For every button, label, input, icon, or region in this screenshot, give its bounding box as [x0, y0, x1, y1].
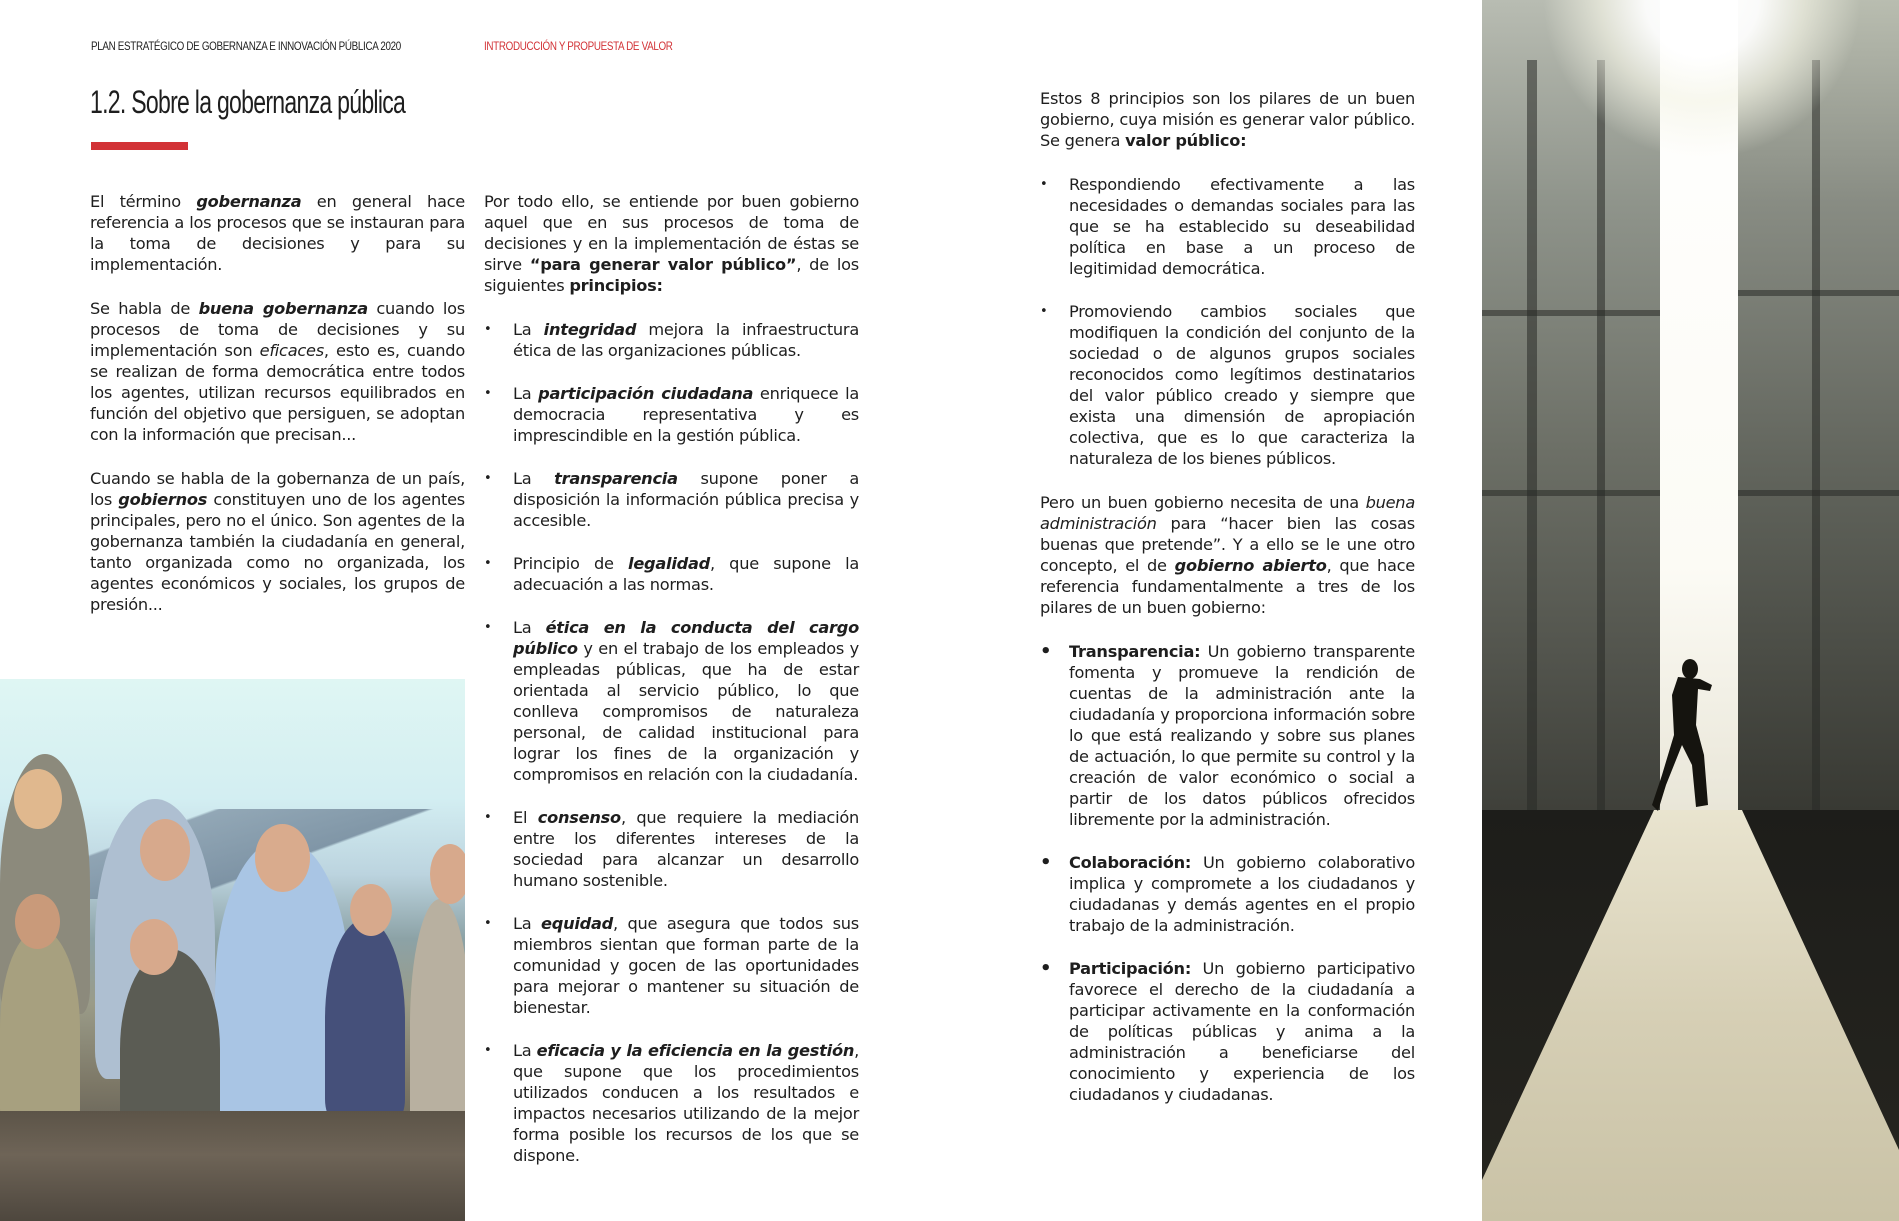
door-strut — [1738, 290, 1899, 296]
text: Estos 8 principios son los pilares de un buen gobierno, cuya misión es generar valor público. Se genera — [1040, 89, 1415, 150]
text: La — [513, 1041, 537, 1060]
list-item — [484, 617, 859, 785]
list-item — [484, 468, 859, 531]
hangar-door-photo — [1482, 0, 1899, 1221]
emphasis: consenso — [537, 808, 621, 827]
text: enriquece la democracia representativa y es imprescindible en la gestión pública. — [513, 384, 859, 445]
emphasis: buena administración — [1040, 493, 1415, 533]
list-item — [484, 1040, 859, 1166]
text: La — [513, 914, 542, 933]
list-item — [484, 383, 859, 446]
text: La — [513, 618, 546, 637]
running-header-chapter: INTRODUCCIÓN Y PROPUESTA DE VALOR — [484, 39, 673, 53]
pillar-label: Colaboración: — [1069, 853, 1192, 872]
emphasis: eficaces — [259, 341, 324, 360]
list-item: • Respondiendo efectivamente a las necesidades o demandas sociales para las que se ha establecido su deseabilidad política en base a un proceso de legitimidad democrática. — [1040, 174, 1415, 279]
principles-list — [484, 319, 859, 1166]
text: La — [513, 384, 539, 403]
person-head — [140, 819, 190, 881]
person-shape — [325, 919, 405, 1119]
strong: “para generar valor público” — [529, 255, 797, 274]
text: Se habla de — [90, 299, 199, 318]
pillar-label: Transparencia: — [1069, 642, 1201, 661]
strong: valor público: — [1125, 131, 1247, 150]
text: y en el trabajo de los empleados y empleadas públicas, que ha de estar orientada al servicio público, lo que conlleva compromisos de naturaleza personal, de calidad institucional para lograr los fines de la organización y compromisos en relación con la ciudadanía. — [513, 639, 859, 784]
door-strut — [1738, 490, 1899, 496]
person-shape — [0, 929, 80, 1129]
title-accent-bar — [91, 142, 188, 150]
paragraph-buena-gobernanza — [90, 298, 465, 445]
text: Por todo ello, se entiende por buen gobierno aquel que en sus procesos de toma de decisiones y en la implementación de éstas se sirve — [484, 192, 859, 274]
text: El término — [90, 192, 197, 211]
person-head — [130, 919, 178, 975]
text: constituyen uno de los agentes principales, pero no el único. Son agentes de la gobernanza también la ciudadanía en general, tanto organizada como no organizada, los agentes económicos y sociales, los grupos de presión... — [90, 490, 465, 614]
pillar-participacion — [1040, 958, 1415, 1105]
text: , que hace referencia fundamentalmente a tres de los pilares de un buen gobierno: — [1040, 556, 1416, 617]
door-strut — [1482, 490, 1660, 496]
list-item — [484, 807, 859, 891]
list-item — [484, 319, 859, 361]
family-group-photo — [0, 679, 465, 1221]
paragraph-gobiernos — [90, 468, 465, 615]
person-head — [430, 844, 465, 904]
text: supone poner a disposición la información pública precisa y accesible. — [513, 469, 859, 530]
emphasis: buena gobernanza — [198, 299, 368, 318]
pillar-transparencia — [1040, 641, 1415, 830]
section-title: 1.2. Sobre la gobernanza pública — [90, 84, 406, 120]
person-head — [14, 769, 62, 829]
person-head — [255, 824, 310, 892]
list-item: • Promoviendo cambios sociales que modifiquen la condición del conjunto de la sociedad o de algunos grupos sociales reconocidos como legítimos destinatarios del valor público creado y siempre que exista una dimensión de apropiación colectiva, que es lo que caracteriza la naturaleza de los bienes públicos. — [1040, 301, 1415, 469]
open-government-pillars-list — [1040, 641, 1415, 1105]
strong: principios: — [569, 276, 663, 295]
door-strut — [1482, 310, 1660, 316]
text: , que supone la adecuación a las normas. — [513, 554, 859, 594]
column-3 — [1040, 88, 1415, 1128]
text: Cuando se habla de la gobernanza de un país, los — [90, 469, 465, 509]
door-strut — [1812, 60, 1820, 810]
text: Pero un buen gobierno necesita de una — [1040, 493, 1366, 512]
person-head — [350, 884, 392, 936]
text: , de los siguientes — [484, 255, 859, 295]
emphasis: equidad — [541, 914, 614, 933]
column-1 — [90, 191, 465, 638]
emphasis: transparencia — [554, 469, 678, 488]
text: La — [513, 320, 544, 339]
emphasis: legalidad — [628, 554, 710, 573]
person-head — [15, 894, 60, 949]
text: La — [513, 469, 555, 488]
text: , que requiere la mediación entre los diferentes intereses de la sociedad para alcanzar un desarrollo humano sostenible. — [513, 808, 859, 890]
list-item — [484, 553, 859, 595]
text: para “hacer bien las cosas buenas que pretende”. Y a ello se le une otro concepto, el de — [1040, 514, 1415, 575]
emphasis: ética en la conducta del cargo público — [513, 618, 860, 658]
emphasis: integridad — [543, 320, 637, 339]
emphasis: gobernanza — [196, 192, 302, 211]
text: mejora la infraestructura ética de las organizaciones públicas. — [513, 320, 859, 360]
list-item — [484, 913, 859, 1018]
column-2 — [484, 191, 859, 1189]
paragraph-buen-gobierno — [484, 191, 859, 296]
paragraph-gobierno-abierto — [1040, 492, 1415, 618]
text: , que asegura que todos sus miembros sientan que forman parte de la comunidad y gocen de las oportunidades para mejorar o mantener su situación de bienestar. — [513, 914, 859, 1017]
text: El — [513, 808, 538, 827]
emphasis: gobiernos — [118, 490, 208, 509]
text: Un gobierno transparente fomenta y promueve la rendición de cuentas de la administración ante la ciudadanía y proporciona información sobre lo que está realizando y sobre sus planes de actuación, lo que permite su control y la creación de valor económico o social a partir de los datos públicos ofrecidos libremente por la administración. — [1069, 642, 1415, 829]
text: , esto es, cuando se realizan de forma democrática entre todos los agentes, utilizan recursos equilibrados en función del objetivo que persiguen, se adoptan con la información que precisan... — [90, 341, 465, 444]
public-value-list — [1040, 174, 1415, 469]
door-strut — [1597, 60, 1605, 810]
text: Un gobierno colaborativo implica y compromete a los ciudadanos y ciudadanas y demás agentes en el propio trabajo de la administración. — [1069, 853, 1415, 935]
paragraph-gobernanza — [90, 191, 465, 275]
text: Principio de — [513, 554, 629, 573]
pillar-colaboracion — [1040, 852, 1415, 936]
text: cuando los procesos de toma de decisiones y su implementación son — [90, 299, 465, 360]
text: Un gobierno participativo favorece el derecho de la ciudadanía a participar activamente en la conformación de políticas públicas y anima a la administración a beneficiarse del conocimiento y experiencia de los ciudadanos y ciudadanas. — [1069, 959, 1415, 1104]
log-shape — [0, 1111, 465, 1221]
running-header-document-title: PLAN ESTRATÉGICO DE GOBERNANZA E INNOVACIÓN PÚBLICA 2020 — [91, 39, 401, 53]
silhouette-figure-icon — [1652, 655, 1712, 815]
paragraph-pilares — [1040, 88, 1415, 151]
text: en general hace referencia a los procesos que se instauran para la toma de decisiones y para su implementación. — [90, 192, 466, 274]
emphasis: eficacia y la eficiencia en la gestión — [536, 1041, 855, 1060]
pillar-label: Participación: — [1069, 959, 1192, 978]
door-strut — [1527, 60, 1537, 810]
text: , que supone que los procedimientos utilizados conducen a los resultados e impactos necesarios utilizando de la mejor forma posible los recursos de los que se dispone. — [513, 1041, 859, 1165]
emphasis: gobierno abierto — [1174, 556, 1327, 575]
emphasis: participación ciudadana — [538, 384, 754, 403]
